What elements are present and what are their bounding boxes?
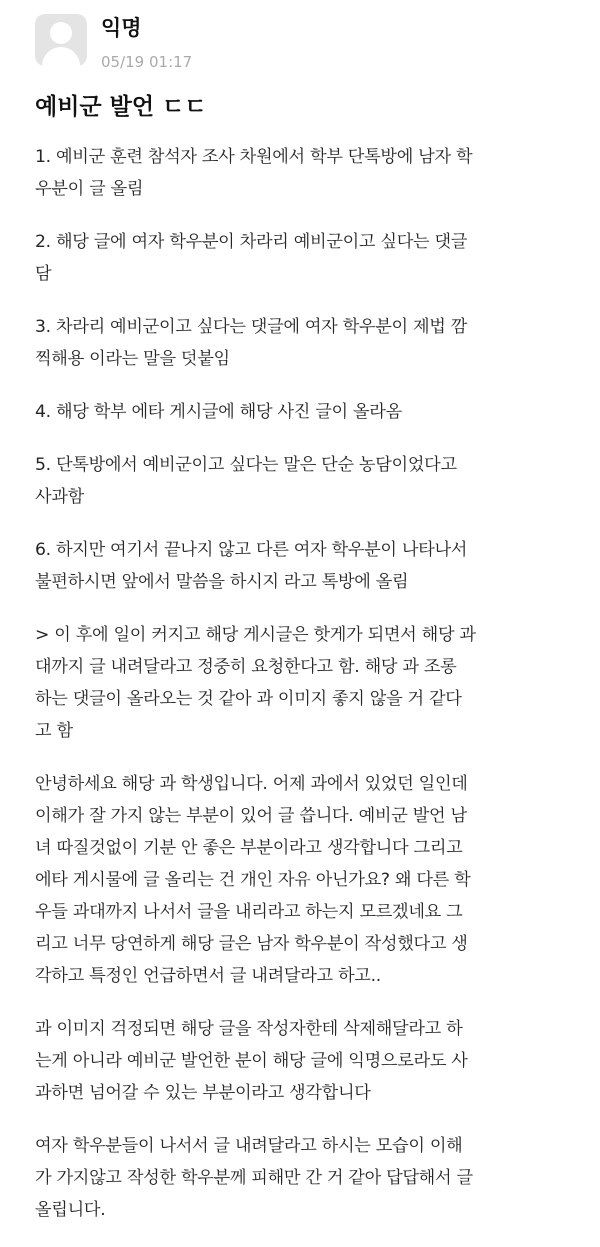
post-paragraph: 5. 단톡방에서 예비군이고 싶다는 말은 단순 농담이었다고 사과함 [35,455,457,507]
post-paragraph: 여자 학우분들이 나서서 글 내려달라고 하시는 모습이 이해 가 가지않고 작성한 학우분께 피해만 간 거 같아 답답해서 글 올립니다. [35,1136,473,1220]
post-paragraph: 4. 해당 학부 에타 게시글에 해당 사진 글이 올라옴 [35,402,402,422]
author-name: 익명 [101,16,142,40]
post-paragraph: 6. 하지만 여기서 끝나지 않고 다른 여자 학우분이 나타나서 불편하시면 앞에서 말씀을 하시지 라고 톡방에 올림 [35,540,468,592]
post-header [0,0,600,80]
post-paragraph: 2. 해당 글에 여자 학우분이 차라리 예비군이고 싶다는 댓글 담 [35,232,468,284]
post-body [35,141,563,1247]
avatar[interactable] [35,14,87,66]
post-paragraph: 과 이미지 걱정되면 해당 글을 작성자한테 삭제해달라고 하 는게 아니라 예비군 발언한 분이 해당 글에 익명으로라도 사 과하면 넘어갈 수 있는 부분이라고 생각합니다 [35,1019,468,1103]
post-timestamp: 05/19 01:17 [101,53,193,71]
avatar-head-shape [50,22,72,44]
post-paragraph: 안녕하세요 해당 과 학생입니다. 어제 과에서 있었던 일인데 이해가 잘 가지 않는 부분이 있어 글 씁니다. 예비군 발언 남 녀 따질것없이 기분 안 좋은 부분이라고 생각합니다 그리고 에타 게시물에 글 올리는 건 개인 자유 아닌가요? 왜 다른 학 우들 과대까지 나서서 글을 내리라고 하는지 모르겠네요 그 리고 너무 당연하게 해당 글은 남자 학우분이 작성했다고 생 각하고 특정인 언급하면서 글 내려달라고 하고.. [35,774,471,986]
post-paragraph: 1. 예비군 훈련 참석자 조사 차원에서 학부 단톡방에 남자 학 우분이 글 올림 [35,147,473,199]
post-paragraph: 3. 차라리 예비군이고 싶다는 댓글에 여자 학우분이 제법 깜 찍해용 이라는 말을 덧붙임 [35,317,468,369]
post-title: 예비군 발언 ㄷㄷ [35,94,207,120]
avatar-shoulders-shape [42,47,80,66]
post-paragraph: > 이 후에 일이 커지고 해당 게시글은 핫게가 되면서 해당 과 대까지 글 내려달라고 정중히 요청한다고 함. 해당 과 조롱 하는 댓글이 올라오는 것 같아 과 이미지 좋지 않을 거 같다 고 함 [35,625,476,741]
